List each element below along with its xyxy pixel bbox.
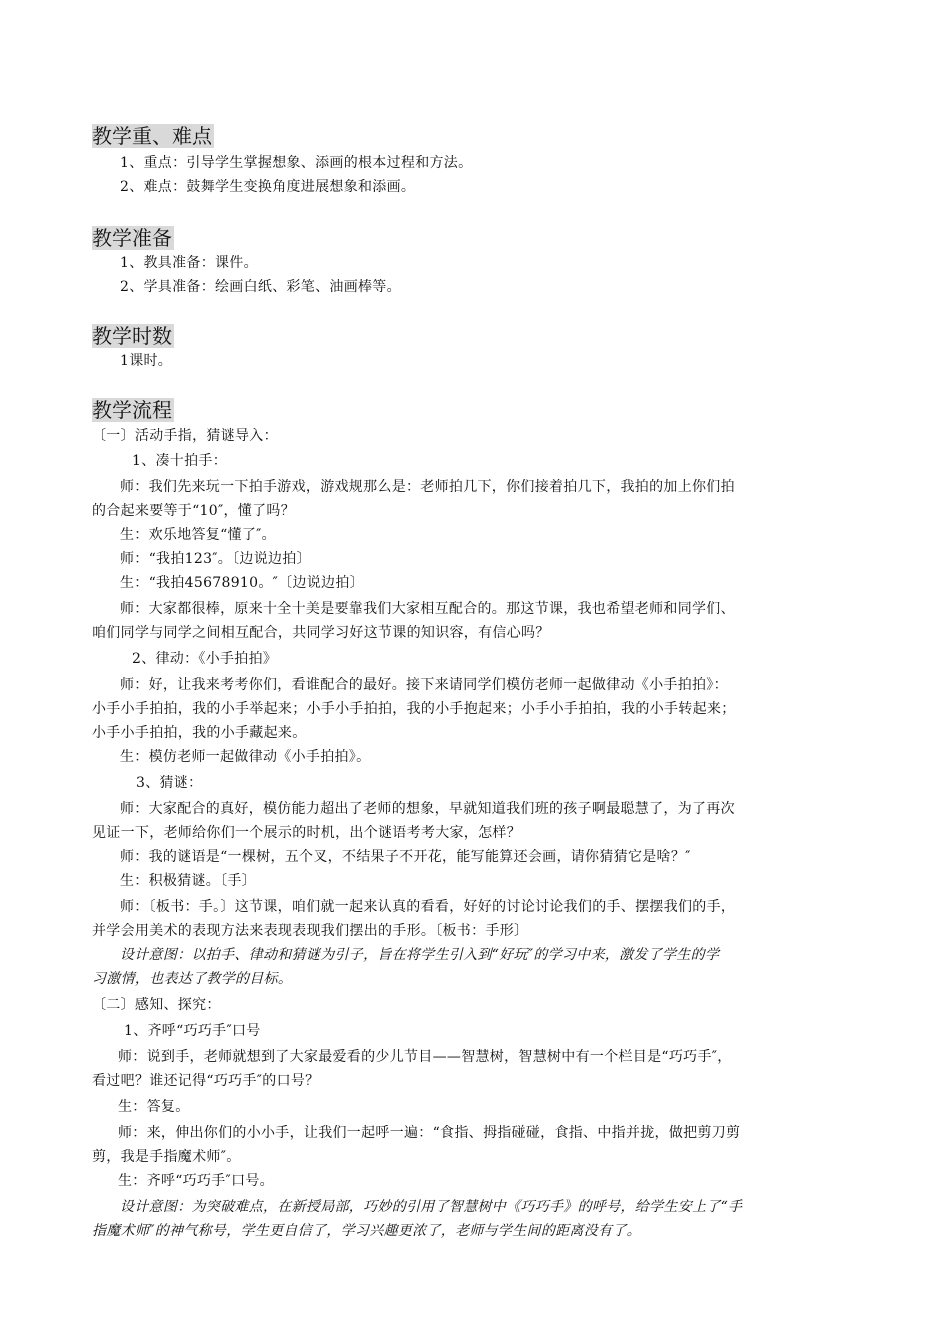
process-line: 师：好，让我来考考你们，看谁配合的最好。接下来请同学们模仿老师一起做律动《小手拍拍》： [120, 677, 728, 693]
process-line: 生：答复。 [118, 1099, 190, 1115]
focus-item-1: 1、重点：引导学生掌握想象、添画的根本过程和方法。 [120, 155, 473, 171]
process-line: 小手小手拍拍，我的小手藏起来。 [92, 725, 307, 741]
process-line: 剪，我是手指魔术师″。 [92, 1149, 241, 1165]
process-line: 的合起来要等于“10″，懂了吗？ [92, 503, 296, 519]
section-heading-process: 教学流程 [92, 398, 172, 422]
process-line: 生：积极猜谜。〔手〕 [120, 873, 256, 889]
process-line: 并学会用美术的表现方法来表现表现我们摆出的手形。〔板书：手形〕 [92, 923, 529, 939]
process-line: 师：来，伸出你们的小小手，让我们一起呼一遍：“食指、拇指碰碰，食指、中指并拢，做把剪刀剪 [118, 1125, 741, 1141]
process-line: 师：说到手，老师就想到了大家最爱看的少儿节目——智慧树，智慧树中有一个栏目是“巧巧手″， [118, 1049, 732, 1065]
section-heading-time: 教学时数 [92, 324, 172, 348]
design-intent-note: 设计意图：以拍手、律动和猜谜为引子，旨在将学生引入到“好玩″的学习中来，激发了学生的学 [120, 947, 720, 963]
process-line: 小手小手拍拍，我的小手举起来；小手小手拍拍，我的小手抱起来；小手小手拍拍，我的小手转起来； [92, 701, 736, 717]
process-step-title: 1、凑十拍手： [132, 453, 228, 469]
focus-item-2: 2、难点：鼓舞学生变换角度进展想象和添画。 [120, 179, 416, 195]
process-line: 生：“我拍45678910。″〔边说边拍〕 [120, 575, 364, 591]
process-line: 生：欢乐地答复“懂了″。 [120, 527, 276, 543]
process-line: 师：大家都很棒，原来十全十美是要靠我们大家相互配合的。那这节课，我也希望老师和同学们、 [120, 601, 735, 617]
process-step-title: 3、猜谜： [136, 775, 203, 791]
prep-item-2: 2、学具准备：绘画白纸、彩笔、油画棒等。 [120, 279, 401, 295]
process-line: 生：模仿老师一起做律动《小手拍拍》。 [120, 749, 371, 765]
design-intent-note: 指魔术师″的神气称号，学生更自信了，学习兴趣更浓了，老师与学生间的距离没有了。 [92, 1223, 641, 1239]
process-line: 生：齐呼“巧巧手″口号。 [118, 1173, 274, 1189]
process-subheading-2: 〔二〕感知、探究： [92, 997, 221, 1013]
process-line: 师：我们先来玩一下拍手游戏，游戏规那么是：老师拍几下，你们接着拍几下，我拍的加上你们拍 [120, 479, 735, 495]
design-intent-note: 习激情，也表达了教学的目标。 [92, 971, 293, 987]
design-intent-note: 设计意图：为突破难点，在新授局部，巧妙的引用了智慧树中《巧巧手》的呼号，给学生安上了“手 [120, 1199, 743, 1215]
process-line: 咱们同学与同学之间相互配合，共同学习好这节课的知识容，有信心吗？ [92, 625, 550, 641]
process-line: 师：“我拍123″。〔边说边拍〕 [120, 551, 311, 567]
process-line: 见证一下，老师给你们一个展示的时机，出个谜语考考大家，怎样？ [92, 825, 521, 841]
process-line: 师：〔板书：手。〕这节课，咱们就一起来认真的看看，好好的讨论讨论我们的手、摆摆我们的手， [120, 899, 736, 915]
section-heading-focus: 教学重、难点 [92, 124, 212, 148]
process-step-title: 1、齐呼“巧巧手″口号 [124, 1023, 261, 1039]
process-step-title: 2、律动：《小手拍拍》 [132, 651, 278, 667]
time-item-1: 1课时。 [120, 353, 173, 369]
process-line: 师：大家配合的真好，模仿能力超出了老师的想象，早就知道我们班的孩子啊最聪慧了，为了再次 [120, 801, 735, 817]
prep-item-1: 1、教具准备：课件。 [120, 255, 258, 271]
section-heading-prep: 教学准备 [92, 226, 172, 250]
process-line: 师：我的谜语是“一棵树，五个叉，不结果子不开花，能写能算还会画，请你猜猜它是啥？″ [120, 849, 691, 865]
process-line: 看过吧？谁还记得“巧巧手″的口号？ [92, 1073, 320, 1089]
process-subheading-1: 〔一〕活动手指，猜谜导入： [92, 428, 278, 444]
